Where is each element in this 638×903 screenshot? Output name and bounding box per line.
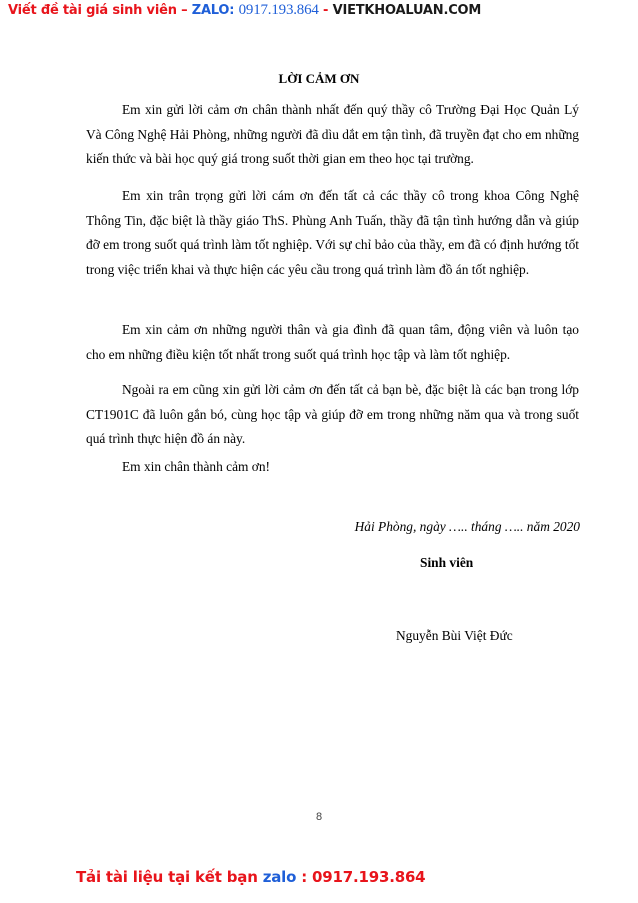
header-banner-phone: 0917.193.864 (238, 2, 319, 18)
footer-banner-phone: : 0917.193.864 (296, 868, 426, 886)
paragraph-closing: Em xin chân thành cảm ơn! (122, 459, 271, 474)
header-banner-prefix: Viết đề tài giá sinh viên – (8, 3, 192, 18)
footer-banner (76, 868, 556, 886)
paragraph-thanks-family: Em xin cảm ơn những người thân và gia đình đã quan tâm, động viên và luôn tạo cho em những điều kiện tốt nhất trong suốt quá trình học tập và làm tốt nghiệp. (86, 322, 579, 362)
page-number: 8 (315, 811, 323, 823)
footer-banner-prefix: Tải tài liệu tại kết bạn (76, 868, 263, 886)
paragraph-thanks-friends: Ngoài ra em cũng xin gửi lời cảm ơn đến tất cả bạn bè, đặc biệt là các bạn trong lớp CT1901C đã luôn gắn bó, cùng học tập và giúp đỡ em trong những năm qua và trong suốt quá trình thực hiện đồ án này. (86, 382, 579, 446)
paragraph-thanks-university: Em xin gửi lời cảm ơn chân thành nhất đến quý thầy cô Trường Đại Học Quản Lý Và Công Nghệ Hải Phòng, những người đã dìu dắt em tận tình, đã truyền đạt cho em những kiến thức và bài học quý giá trong suốt thời gian em theo học tại trường. (86, 102, 579, 166)
header-banner (8, 2, 633, 22)
header-banner-separator: - (318, 3, 333, 18)
paragraph-thanks-faculty: Em xin trân trọng gửi lời cám ơn đến tất cả các thầy cô trong khoa Công Nghệ Thông Tin, đặc biệt là thầy giáo ThS. Phùng Anh Tuấn, thầy đã tận tình hướng dẫn và giúp đỡ em trong suốt quá trình làm tốt nghiệp. Với sự chỉ bảo của thầy, em đã có định hướng tốt trong việc triển khai và thực hiện các yêu cầu trong quá trình làm đồ án tốt nghiệp. (86, 188, 579, 277)
date-line: Hải Phòng, ngày ….. tháng ….. năm 2020 (354, 519, 580, 534)
header-banner-zalo-label: ZALO: (191, 3, 239, 18)
footer-banner-zalo-label: zalo (262, 868, 297, 886)
page-title: LỜI CẢM ƠN (278, 71, 360, 86)
header-banner-site: VIETKHOALUAN.COM (332, 3, 482, 18)
signer-name: Nguyễn Bùi Việt Đức (396, 628, 513, 643)
signer-role: Sinh viên (420, 555, 474, 570)
